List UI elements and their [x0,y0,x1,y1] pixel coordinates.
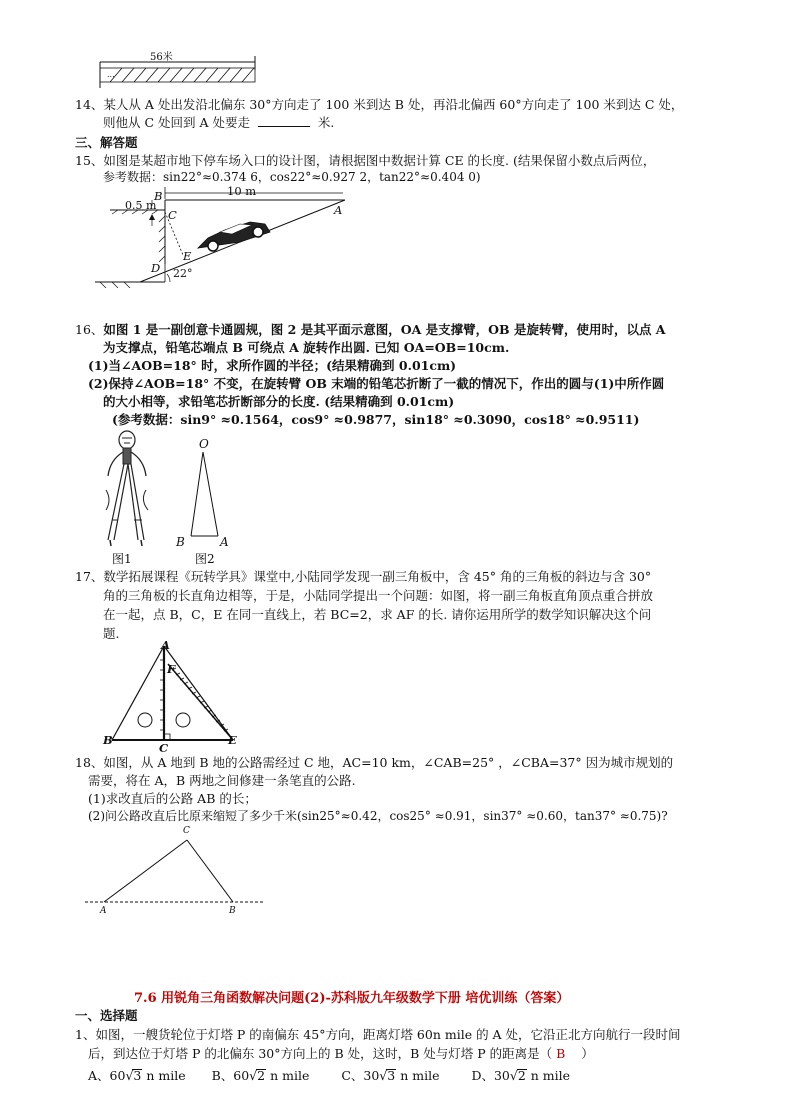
fig17-label-A: A [161,638,170,652]
section-1-title: 一、选择题 [75,1008,138,1023]
q18-line3: (1)求改直后的公路 AB 的长； [88,791,257,806]
compass-figure-1 [98,430,156,550]
label-0-5m: 0.5 m [125,199,157,212]
label-D: D [151,261,161,275]
q17-line2: 角的三角板的长直角边相等，于是，小陆同学提出一个问题：如图，将一副三角板直角顶点重合拼放 [103,588,654,603]
q15-line2: 参考数据：sin22°≈0.374 6，cos22°≈0.927 2，tan22°≈0.404 0) [103,170,481,184]
fig17-label-B: B [103,733,113,747]
q18-line1: 18、如图，从 A 地到 B 地的公路需经过 C 地，AC=10 km，∠CAB=25° ，∠CBA=37° 因为城市规划的 [75,755,674,770]
fig17-label-F: F [167,662,176,676]
option-B[interactable]: B、60√2 n mile [211,1068,310,1083]
q17-line4: 题. [103,626,120,641]
q16-line1: 16、如图 1 是一副创意卡通圆规，图 2 是其平面示意图，OA 是支撑臂，OB 是旋转臂，使用时，以点 A [75,322,666,337]
option-C[interactable]: C、30√3 n mile [341,1068,440,1083]
q16-line5: 的大小相等，求铅笔芯折断部分的长度. (结果精确到 0.01cm) [103,394,455,409]
answer-blank[interactable] [258,114,310,127]
triangle-set-figure [100,640,245,752]
q15-line1: 15、如图是某超市地下停车场入口的设计图，请根据图中数据计算 CE 的长度. (结果保留小数点后两位， [75,153,656,168]
q16-line6: (参考数据：sin9° ≈0.1564，cos9° ≈0.9877，sin18° ≈0.3090，cos18° ≈0.9511) [112,412,640,427]
label-C: C [168,208,177,222]
fig18-label-B: B [229,906,236,916]
car-icon [198,222,270,251]
wall-figure [95,48,275,94]
road-triangle-figure [85,832,265,912]
fig17-label-E: E [228,733,237,747]
compass-figure-2 [180,450,230,542]
a1-line2: 后，到达位于灯塔 P 的北偏东 30°方向上的 B 处，这时，B 处与灯塔 P 的距离是（ B ） [88,1046,594,1061]
q17-line3: 在一起，点 B，C，E 在同一直线上，若 BC=2，求 AF 的长. 请你运用所学的数学知识解决这个问 [103,607,652,622]
answers-title: 7.6 用锐角三角函数解决问题(2)-苏科版九年级数学下册 培优训练（答案） [134,991,570,1006]
q16-line2: 为支撑点，铅笔芯端点 B 可绕点 A 旋转作出圆. 已知 OA=OB=10cm. [103,340,510,355]
q14-line1: 14、某人从 A 处出发沿北偏东 30°方向走了 100 米到达 B 处，再沿北偏西 60°方向走了 100 米到达 C 处， [75,97,684,112]
q16-line3: (1)当∠AOB=18° 时，求所作圆的半径；(结果精确到 0.01cm) [88,358,457,373]
option-D[interactable]: D、30√2 n mile [471,1068,571,1083]
wall-width-text: 56米 [150,52,173,63]
fig2-label-O: O [199,437,209,451]
answer-choice: B [556,1046,566,1061]
label-10m: 10 m [227,184,257,198]
label-E: E [183,249,192,263]
option-A[interactable]: A、60√3 n mile [88,1068,186,1083]
q18-line4: (2)问公路改直后比原来缩短了多少千米(sin25°≈0.42，cos25° ≈0.91，sin37° ≈0.60，tan37° ≈0.75)? [88,809,668,823]
fig2-caption: 图2 [195,552,215,566]
label-A: A [334,203,343,217]
fig17-label-C: C [159,741,169,755]
section-3-title: 三、解答题 [75,135,138,150]
fig2-label-A: A [220,535,229,549]
label-22deg: 22° [173,267,193,280]
a1-line1: 1、如图，一艘货轮位于灯塔 P 的南偏东 45°方向，距离灯塔 60n mile 的 A 处，它沿正北方向航行一段时间 [75,1027,681,1042]
q18-line2: 需要，将在 A，B 两地之间修建一条笔直的公路. [88,773,356,788]
q14-line2: 则他从 C 处回到 A 处要走 米. [103,115,335,130]
q17-line1: 17、数学拓展课程《玩转学具》课堂中,小陆同学发现一副三角板中，含 45° 角的三角板的斜边与含 30° [75,569,652,584]
a1-options [88,1066,570,1085]
fig18-label-C: C [183,826,190,836]
fig2-label-B: B [176,535,185,549]
fig18-label-A: A [100,906,107,916]
wall-dots-text: ... [107,70,115,79]
fig1-caption: 图1 [112,552,132,566]
q16-line4: (2)保持∠AOB=18° 不变，在旋转臂 OB 末端的铅笔芯折断了一截的情况下，作出的圆与(1)中所作圆 [88,376,665,391]
label-B: B [154,189,163,203]
